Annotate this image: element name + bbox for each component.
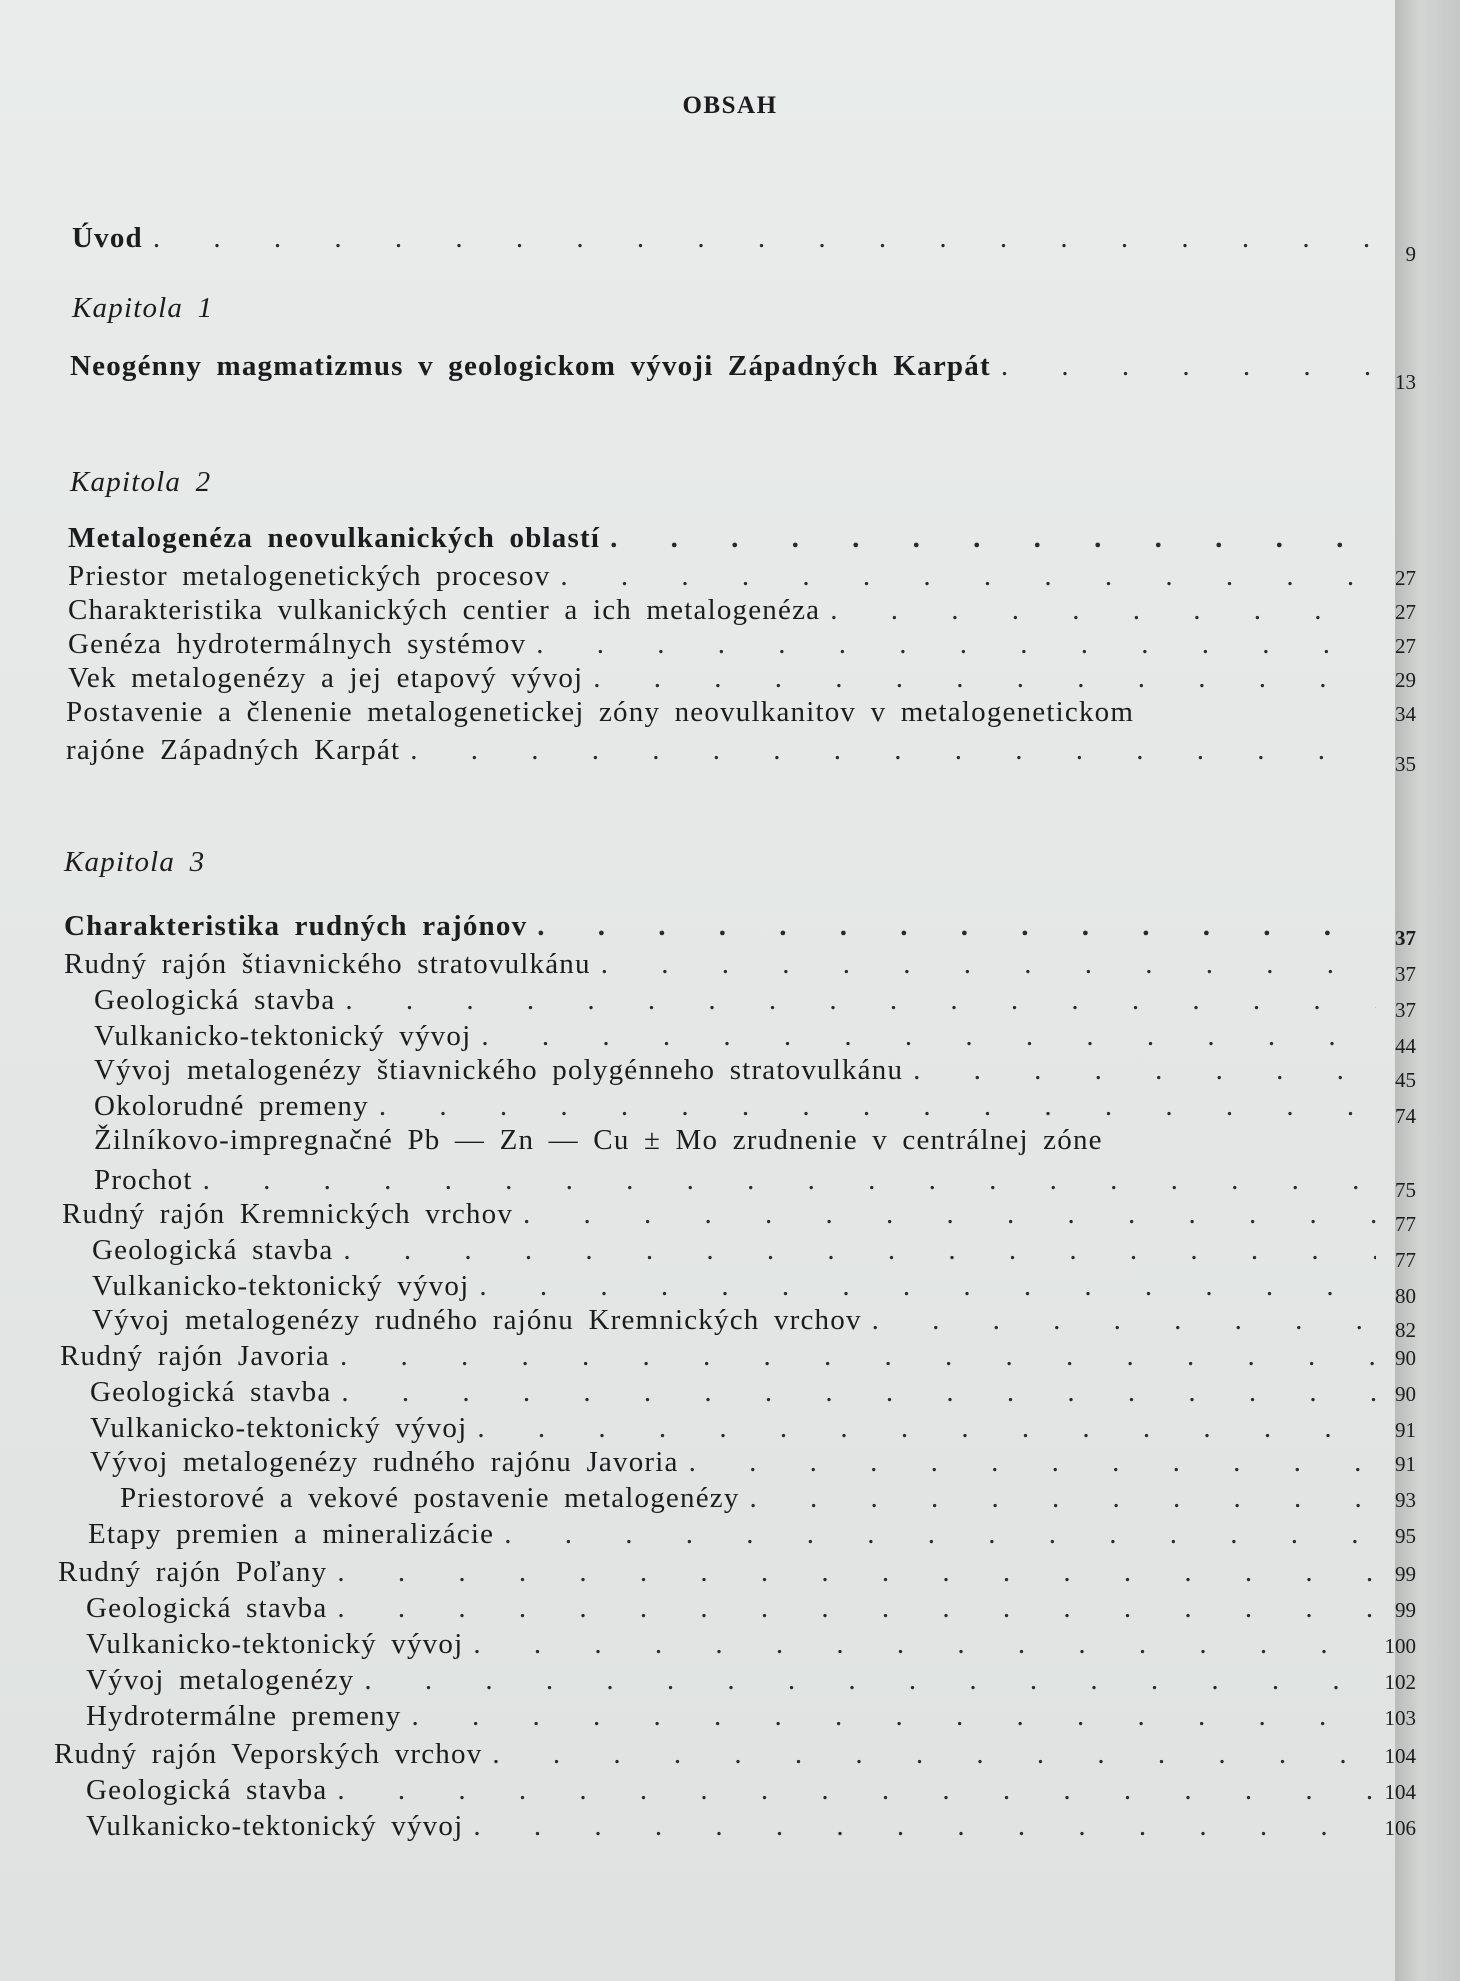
dot-leader (862, 1304, 1376, 1337)
toc-entry-page: 103 (1384, 1706, 1416, 1730)
toc-entry-page: 27 (1395, 634, 1416, 658)
toc-entry-label: Vývoj metalogenézy štiavnického polygénneho stratovulkánu (94, 1054, 904, 1086)
toc-entry-page: 99 (1395, 1562, 1416, 1586)
dot-leader (467, 1412, 1376, 1445)
dot-leader (600, 522, 1376, 555)
dot-leader (583, 662, 1376, 695)
toc-entry (92, 1234, 1416, 1274)
toc-entry-page: 100 (1384, 1634, 1416, 1658)
chapter-label: Kapitola 2 (70, 466, 212, 498)
toc-entry-label: Charakteristika vulkanických centier a ich metalogenéza (68, 594, 821, 626)
toc-entry-label: Postavenie a členenie metalogenetickej zóny neovulkanitov v metalogenetickom (66, 696, 1135, 728)
toc-entry-page: 95 (1395, 1524, 1416, 1548)
toc-entry (64, 910, 1416, 950)
dot-leader (903, 1054, 1376, 1087)
toc-entry (86, 1664, 1416, 1704)
toc-entry (86, 1592, 1416, 1632)
toc-entry-label: Priestor metalogenetických procesov (68, 560, 551, 592)
toc-entry (66, 734, 1416, 774)
toc-entry-label: Vývoj metalogenézy (86, 1664, 355, 1696)
toc-entry-label: Geologická stavba (90, 1376, 332, 1408)
dot-leader (591, 948, 1376, 981)
toc-entry-page: 104 (1384, 1744, 1416, 1768)
dot-leader (354, 1664, 1376, 1697)
dot-leader (327, 1592, 1376, 1625)
toc-entry-label: Rudný rajón Javoria (60, 1340, 330, 1372)
toc-entry-page: 13 (1395, 370, 1416, 394)
dot-leader (463, 1628, 1376, 1661)
page-title: OBSAH (682, 92, 778, 119)
toc-entry (120, 1482, 1416, 1522)
toc-entry (90, 1376, 1416, 1416)
toc-entry-label: Geologická stavba (94, 984, 336, 1016)
toc-entry (88, 1518, 1416, 1558)
toc-entry (92, 1304, 1416, 1344)
toc-entry-label: Charakteristika rudných rajónov (64, 910, 528, 942)
toc-entry-page: 102 (1384, 1670, 1416, 1694)
toc-entry (86, 1628, 1416, 1668)
toc-entry-page: 93 (1395, 1488, 1416, 1512)
toc-entry-page: 77 (1395, 1212, 1416, 1236)
toc-entry (94, 1054, 1416, 1094)
toc-entry-label: Vývoj metalogenézy rudného rajónu Javoria (90, 1446, 679, 1478)
toc-entry-label: Genéza hydrotermálnych systémov (68, 628, 527, 660)
dot-leader (494, 1518, 1376, 1551)
toc-entry-page: 90 (1395, 1382, 1416, 1406)
toc-entry-label: Vývoj metalogenézy rudného rajónu Kremnických vrchov (92, 1304, 862, 1336)
dot-leader (469, 1270, 1376, 1303)
toc-entry-page: 45 (1395, 1068, 1416, 1092)
dot-leader (331, 1376, 1376, 1409)
toc-entry (94, 984, 1416, 1024)
toc-entry-label: Vulkanicko-tektonický vývoj (86, 1628, 464, 1660)
toc-entry-label: Žilníkovo-impregnačné Pb — Zn — Cu ± Mo zrudnenie v centrálnej zóne (94, 1124, 1103, 1156)
dot-leader (471, 1020, 1376, 1053)
toc-entry (54, 1738, 1416, 1778)
dot-leader (550, 560, 1376, 593)
toc-entry-page: 90 (1395, 1346, 1416, 1370)
toc-entry-label: Úvod (72, 222, 143, 254)
dot-leader (335, 984, 1376, 1017)
dot-leader (327, 1556, 1376, 1589)
chapter-label: Kapitola 1 (72, 292, 214, 324)
toc-entry-page: 91 (1395, 1418, 1416, 1442)
toc-entry-page: 37 (1395, 926, 1416, 950)
dot-leader (679, 1446, 1376, 1479)
toc-entry-label: Vulkanicko-tektonický vývoj (92, 1270, 470, 1302)
toc-entry-page: 82 (1395, 1318, 1416, 1342)
toc-entry-page: 77 (1395, 1248, 1416, 1272)
toc-entry-page: 9 (1405, 242, 1416, 266)
toc-entry-label: Vulkanicko-tektonický vývoj (94, 1020, 472, 1052)
toc-entry (64, 948, 1416, 988)
toc-entry-label: Rudný rajón Poľany (58, 1556, 328, 1588)
toc-entry-label: Metalogenéza neovulkanických oblastí (68, 522, 601, 554)
toc-entry-page: 37 (1395, 998, 1416, 1022)
dot-leader (330, 1340, 1376, 1373)
dot-leader (513, 1198, 1376, 1231)
toc-entry-page: 91 (1395, 1452, 1416, 1476)
dot-leader (526, 628, 1376, 661)
toc-entry (60, 1340, 1416, 1380)
toc-entry-label: Priestorové a vekové postavenie metalogenézy (120, 1482, 740, 1514)
toc-entry-page: 99 (1395, 1598, 1416, 1622)
toc-entry-label: Okolorudné premeny (94, 1090, 369, 1122)
dot-leader (369, 1090, 1376, 1123)
toc-entry (86, 1700, 1416, 1740)
toc-entry-page: 34 (1395, 702, 1416, 726)
toc-entry (68, 522, 1416, 562)
toc-entry-label: Geologická stavba (86, 1592, 328, 1624)
toc-entry-label: Vek metalogenézy a jej etapový vývoj (68, 662, 584, 694)
toc-entry-page: 27 (1395, 566, 1416, 590)
toc-entry-label: Geologická stavba (86, 1774, 328, 1806)
toc-entry-label: Vulkanicko-tektonický vývoj (90, 1412, 468, 1444)
dot-leader (193, 1164, 1376, 1197)
dot-leader (991, 350, 1376, 383)
toc-entry-page: 74 (1395, 1104, 1416, 1128)
chapter-label: Kapitola 3 (64, 846, 206, 878)
dot-leader (740, 1482, 1376, 1515)
dot-leader (327, 1774, 1376, 1807)
toc-entry-label: Rudný rajón štiavnického stratovulkánu (64, 948, 591, 980)
dot-leader (527, 910, 1376, 943)
toc-entry-label: Neogénny magmatizmus v geologickom vývoji Západných Karpát (70, 350, 991, 382)
toc-entry-page: 35 (1395, 752, 1416, 776)
toc-entry (90, 1446, 1416, 1486)
toc-entry-label: rajóne Západných Karpát (66, 734, 401, 766)
toc-entry (86, 1810, 1416, 1850)
toc-entry (62, 1198, 1416, 1238)
toc-entry (58, 1556, 1416, 1596)
toc-entry-page: 29 (1395, 668, 1416, 692)
dot-leader (820, 594, 1376, 627)
toc-entry (70, 350, 1416, 394)
dot-leader (400, 734, 1376, 767)
toc-entry-label: Vulkanicko-tektonický vývoj (86, 1810, 464, 1842)
toc-entry-label: Geologická stavba (92, 1234, 334, 1266)
toc-entry-page: 106 (1384, 1816, 1416, 1840)
toc-entry-page: 104 (1384, 1780, 1416, 1804)
toc-entry (86, 1774, 1416, 1814)
toc-entry-page: 27 (1395, 600, 1416, 624)
dot-leader (482, 1738, 1376, 1771)
dot-leader (333, 1234, 1376, 1267)
toc-entry-page: 44 (1395, 1034, 1416, 1058)
toc-entry-page: 80 (1395, 1284, 1416, 1308)
toc-entry (72, 222, 1416, 266)
toc-entry-label: Prochot (94, 1164, 193, 1196)
dot-leader (401, 1700, 1376, 1733)
toc-entry-label: Rudný rajón Kremnických vrchov (62, 1198, 514, 1230)
toc-entry-page: 37 (1395, 962, 1416, 986)
toc-entry (66, 696, 1416, 736)
dot-leader (143, 222, 1376, 255)
toc-entry-label: Etapy premien a mineralizácie (88, 1518, 495, 1550)
toc-entry-page: 75 (1395, 1178, 1416, 1202)
toc-entry-label: Rudný rajón Veporských vrchov (54, 1738, 483, 1770)
toc-entry-label: Hydrotermálne premeny (86, 1700, 402, 1732)
dot-leader (463, 1810, 1376, 1843)
